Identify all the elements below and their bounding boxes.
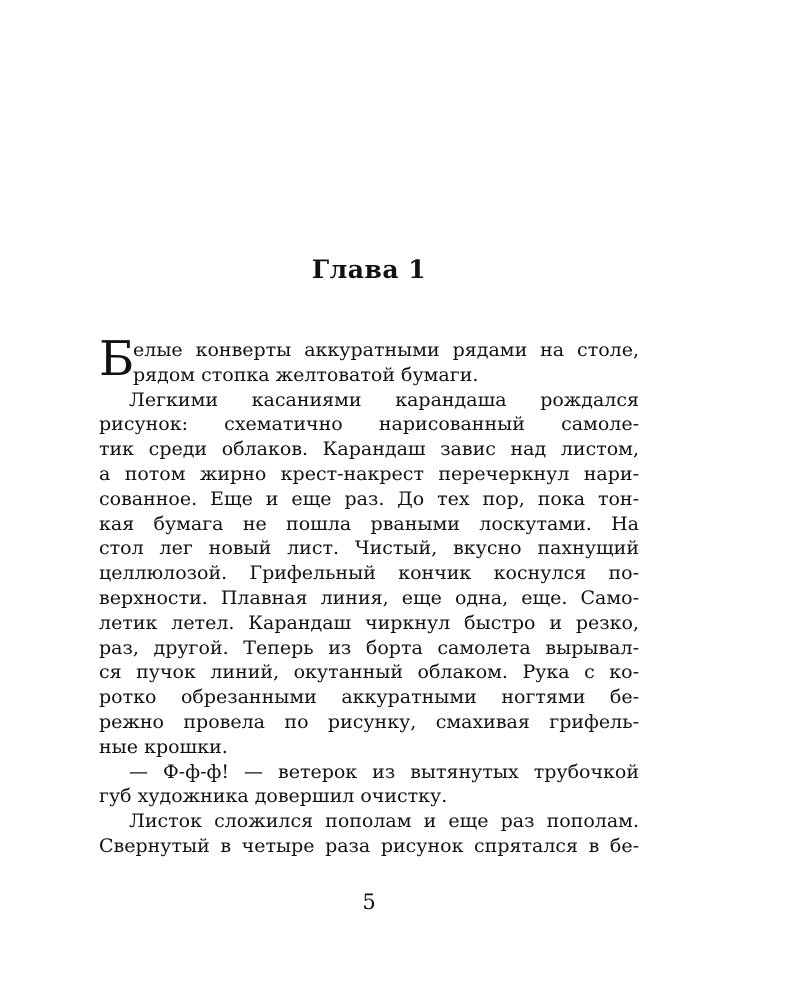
- drop-cap: Б: [99, 331, 135, 387]
- text-line: режно провела по рисунку, смахивая грифель-: [99, 710, 639, 733]
- text-line: губ художника довершил очистку.: [99, 785, 448, 808]
- text-line: Листок сложился пополам и еще раз пополам.: [129, 810, 639, 833]
- text-line: ся пучок линий, окутанный облаком. Рука с ко-: [99, 661, 639, 684]
- chapter-title: Глава 1: [311, 255, 427, 284]
- text-line: — Ф-ф-ф! — ветерок из вытянутых трубочкой: [129, 760, 639, 783]
- text-line: Свернутый в четыре раза рисунок спрятался в бе-: [99, 834, 639, 857]
- text-line: летик летел. Карандаш чиркнул быстро и резко,: [99, 611, 639, 634]
- text-line: сованное. Еще и еще раз. До тех пор, пока тон-: [99, 487, 639, 510]
- text-line: тик среди облаков. Карандаш завис над листом,: [99, 438, 639, 461]
- text-line: верхности. Плавная линия, еще одна, еще. Само-: [99, 586, 639, 609]
- text-line-content: елые конверты аккуратными рядами на столе,: [133, 339, 639, 361]
- text-line: ные крошки.: [99, 735, 228, 758]
- text-line: стол лег новый лист. Чистый, вкусно пахнущий: [99, 537, 639, 560]
- text-line: рисунок: схематично нарисованный самоле-: [99, 413, 639, 436]
- chapter-body: [99, 331, 639, 859]
- text-line: целлюлозой. Грифельный кончик коснулся по-: [99, 562, 639, 585]
- text-line: рядом стопка желтоватой бумаги.: [133, 363, 479, 386]
- text-line: а потом жирно крест-накрест перечеркнул нари-: [99, 462, 639, 485]
- text-line: ротко обрезанными аккуратными ногтями бе-: [99, 686, 639, 709]
- text-line: кая бумага не пошла рваными лоскутами. На: [99, 512, 639, 535]
- text-line: раз, другой. Теперь из борта самолета вырывал-: [99, 636, 639, 659]
- text-line: Легкими касаниями карандаша рождался: [129, 388, 639, 411]
- page-number: 5: [362, 890, 376, 914]
